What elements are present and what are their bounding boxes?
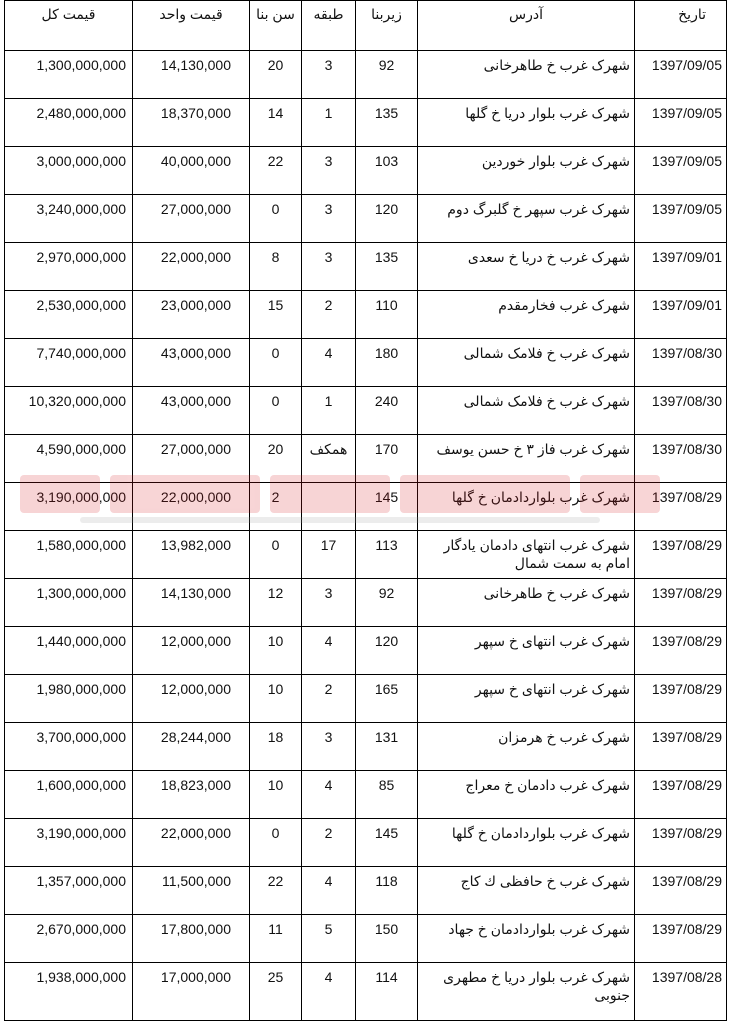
header-date: تاریخ bbox=[635, 1, 727, 51]
cell-area: 110 bbox=[356, 291, 418, 339]
cell-area: 85 bbox=[356, 771, 418, 819]
cell-unit: 17,800,000 bbox=[133, 915, 250, 963]
cell-floor: 2 bbox=[302, 819, 356, 867]
cell-address: شهرک غرب خ حافظی ك كاج bbox=[418, 867, 635, 915]
table-row bbox=[5, 147, 727, 195]
cell-area: 180 bbox=[356, 339, 418, 387]
cell-date: 1397/09/05 bbox=[635, 99, 727, 147]
cell-total: 3,240,000,000 bbox=[5, 195, 133, 243]
cell-unit: 40,000,000 bbox=[133, 147, 250, 195]
table-row bbox=[5, 291, 727, 339]
cell-area: 145 bbox=[356, 483, 418, 531]
table-row bbox=[5, 771, 727, 819]
cell-unit: 11,500,000 bbox=[133, 867, 250, 915]
cell-age: 0 bbox=[250, 387, 302, 435]
cell-floor: 3 bbox=[302, 195, 356, 243]
table-row bbox=[5, 387, 727, 435]
cell-area: 113 bbox=[356, 531, 418, 579]
header-unit: قیمت واحد bbox=[133, 1, 250, 51]
cell-total: 1,300,000,000 bbox=[5, 51, 133, 99]
cell-address: شهرک غرب انتهای خ سپهر bbox=[418, 627, 635, 675]
cell-address: شهرک غرب بلوار دریا خ گلها bbox=[418, 99, 635, 147]
cell-unit: 14,130,000 bbox=[133, 51, 250, 99]
cell-total: 10,320,000,000 bbox=[5, 387, 133, 435]
cell-total: 2,480,000,000 bbox=[5, 99, 133, 147]
cell-area: 92 bbox=[356, 51, 418, 99]
cell-unit: 23,000,000 bbox=[133, 291, 250, 339]
cell-total: 2,970,000,000 bbox=[5, 243, 133, 291]
cell-address: شهرک غرب خ طاهرخانی bbox=[418, 51, 635, 99]
cell-date: 1397/08/29 bbox=[635, 627, 727, 675]
cell-total: 1,980,000,000 bbox=[5, 675, 133, 723]
cell-date: 1397/08/29 bbox=[635, 915, 727, 963]
header-address: آدرس bbox=[418, 1, 635, 51]
cell-age: 0 bbox=[250, 531, 302, 579]
cell-total: 1,357,000,000 bbox=[5, 867, 133, 915]
table-row bbox=[5, 579, 727, 627]
cell-unit: 18,823,000 bbox=[133, 771, 250, 819]
cell-floor: 3 bbox=[302, 579, 356, 627]
table-row bbox=[5, 51, 727, 99]
cell-floor bbox=[302, 483, 356, 531]
table-row bbox=[5, 435, 727, 483]
cell-unit: 22,000,000 bbox=[133, 243, 250, 291]
cell-age: 18 bbox=[250, 723, 302, 771]
table-row bbox=[5, 531, 727, 579]
header-area: زیربنا bbox=[356, 1, 418, 51]
cell-address: شهرک غرب بلوار دریا خ مطهری جنوبی bbox=[418, 963, 635, 1021]
cell-total: 1,938,000,000 bbox=[5, 963, 133, 1021]
cell-address: شهرک غرب فاز ۳ خ حسن یوسف bbox=[418, 435, 635, 483]
cell-area: 150 bbox=[356, 915, 418, 963]
cell-address: شهرک غرب خ فلامک شمالی bbox=[418, 387, 635, 435]
cell-age: 12 bbox=[250, 579, 302, 627]
cell-age: 11 bbox=[250, 915, 302, 963]
cell-floor: 2 bbox=[302, 291, 356, 339]
cell-total: 7,740,000,000 bbox=[5, 339, 133, 387]
cell-floor: 4 bbox=[302, 771, 356, 819]
cell-area: 131 bbox=[356, 723, 418, 771]
cell-age: 0 bbox=[250, 339, 302, 387]
cell-floor: 2 bbox=[302, 675, 356, 723]
cell-date: 1397/08/29 bbox=[635, 483, 727, 531]
cell-total: 3,190,000,000 bbox=[5, 483, 133, 531]
cell-date: 1397/09/05 bbox=[635, 195, 727, 243]
cell-area: 118 bbox=[356, 867, 418, 915]
cell-floor: 4 bbox=[302, 867, 356, 915]
cell-address: شهرک غرب خ طاهرخانی bbox=[418, 579, 635, 627]
cell-date: 1397/09/05 bbox=[635, 147, 727, 195]
cell-total: 1,440,000,000 bbox=[5, 627, 133, 675]
header-floor: طبقه bbox=[302, 1, 356, 51]
cell-address: شهرک غرب بلواردادمان خ گلها bbox=[418, 483, 635, 531]
cell-date: 1397/08/29 bbox=[635, 723, 727, 771]
cell-address: شهرک غرب خ دریا خ سعدی bbox=[418, 243, 635, 291]
table-row bbox=[5, 915, 727, 963]
cell-total: 2,530,000,000 bbox=[5, 291, 133, 339]
table-row bbox=[5, 627, 727, 675]
header-age: سن بنا bbox=[250, 1, 302, 51]
cell-area: 135 bbox=[356, 243, 418, 291]
cell-unit: 12,000,000 bbox=[133, 627, 250, 675]
cell-total: 4,590,000,000 bbox=[5, 435, 133, 483]
table-row bbox=[5, 339, 727, 387]
cell-unit: 27,000,000 bbox=[133, 435, 250, 483]
cell-date: 1397/08/30 bbox=[635, 435, 727, 483]
cell-address: شهرک غرب دادمان خ معراج bbox=[418, 771, 635, 819]
cell-age: 15 bbox=[250, 291, 302, 339]
cell-area: 120 bbox=[356, 627, 418, 675]
cell-address: شهرک غرب خ هرمزان bbox=[418, 723, 635, 771]
cell-date: 1397/08/29 bbox=[635, 867, 727, 915]
header-row bbox=[5, 1, 727, 51]
table-row bbox=[5, 483, 727, 531]
cell-age: 10 bbox=[250, 627, 302, 675]
cell-floor: 3 bbox=[302, 147, 356, 195]
cell-age: 2 bbox=[250, 483, 302, 531]
cell-age: 0 bbox=[250, 195, 302, 243]
cell-area: 135 bbox=[356, 99, 418, 147]
cell-date: 1397/08/29 bbox=[635, 819, 727, 867]
cell-age: 22 bbox=[250, 867, 302, 915]
cell-date: 1397/08/30 bbox=[635, 387, 727, 435]
cell-unit: 12,000,000 bbox=[133, 675, 250, 723]
cell-area: 92 bbox=[356, 579, 418, 627]
cell-address: شهرک غرب انتهای خ سپهر bbox=[418, 675, 635, 723]
cell-date: 1397/08/30 bbox=[635, 339, 727, 387]
cell-area: 165 bbox=[356, 675, 418, 723]
cell-date: 1397/09/05 bbox=[635, 51, 727, 99]
cell-total: 2,670,000,000 bbox=[5, 915, 133, 963]
cell-address: شهرک غرب بلواردادمان خ جهاد bbox=[418, 915, 635, 963]
cell-floor: 3 bbox=[302, 723, 356, 771]
cell-age: 20 bbox=[250, 435, 302, 483]
cell-area: 145 bbox=[356, 819, 418, 867]
cell-total: 3,190,000,000 bbox=[5, 819, 133, 867]
cell-floor: 1 bbox=[302, 387, 356, 435]
cell-address: شهرک غرب خ فلامک شمالی bbox=[418, 339, 635, 387]
cell-date: 1397/08/29 bbox=[635, 675, 727, 723]
cell-area: 114 bbox=[356, 963, 418, 1021]
cell-total: 1,300,000,000 bbox=[5, 579, 133, 627]
cell-date: 1397/08/28 bbox=[635, 963, 727, 1021]
cell-unit: 22,000,000 bbox=[133, 483, 250, 531]
cell-area: 120 bbox=[356, 195, 418, 243]
cell-area: 170 bbox=[356, 435, 418, 483]
cell-unit: 22,000,000 bbox=[133, 819, 250, 867]
cell-address: شهرک غرب سپهر خ گلبرگ دوم bbox=[418, 195, 635, 243]
table-row bbox=[5, 819, 727, 867]
cell-floor: 17 bbox=[302, 531, 356, 579]
price-table bbox=[4, 0, 727, 1021]
cell-unit: 13,982,000 bbox=[133, 531, 250, 579]
table-row bbox=[5, 867, 727, 915]
cell-unit: 27,000,000 bbox=[133, 195, 250, 243]
cell-unit: 17,000,000 bbox=[133, 963, 250, 1021]
cell-unit: 28,244,000 bbox=[133, 723, 250, 771]
cell-age: 10 bbox=[250, 771, 302, 819]
cell-floor: 4 bbox=[302, 627, 356, 675]
table-row bbox=[5, 243, 727, 291]
header-total: قیمت کل bbox=[5, 1, 133, 51]
cell-age: 10 bbox=[250, 675, 302, 723]
cell-floor: 4 bbox=[302, 963, 356, 1021]
cell-floor: 5 bbox=[302, 915, 356, 963]
table-row bbox=[5, 723, 727, 771]
cell-date: 1397/08/29 bbox=[635, 771, 727, 819]
cell-address: شهرک غرب بلواردادمان خ گلها bbox=[418, 819, 635, 867]
cell-age: 22 bbox=[250, 147, 302, 195]
cell-date: 1397/09/01 bbox=[635, 243, 727, 291]
cell-floor: 4 bbox=[302, 339, 356, 387]
cell-date: 1397/08/29 bbox=[635, 579, 727, 627]
cell-age: 25 bbox=[250, 963, 302, 1021]
cell-unit: 14,130,000 bbox=[133, 579, 250, 627]
cell-date: 1397/09/01 bbox=[635, 291, 727, 339]
cell-age: 14 bbox=[250, 99, 302, 147]
cell-area: 103 bbox=[356, 147, 418, 195]
cell-floor: 3 bbox=[302, 243, 356, 291]
table-row bbox=[5, 675, 727, 723]
cell-area: 240 bbox=[356, 387, 418, 435]
cell-age: 0 bbox=[250, 819, 302, 867]
cell-age: 20 bbox=[250, 51, 302, 99]
cell-address: شهرک غرب انتهای دادمان یادگار امام به سمت شمال bbox=[418, 531, 635, 579]
cell-floor: همکف bbox=[302, 435, 356, 483]
cell-age: 8 bbox=[250, 243, 302, 291]
cell-unit: 18,370,000 bbox=[133, 99, 250, 147]
cell-total: 3,000,000,000 bbox=[5, 147, 133, 195]
cell-floor: 1 bbox=[302, 99, 356, 147]
table-row bbox=[5, 963, 727, 1021]
cell-address: شهرک غرب فخارمقدم bbox=[418, 291, 635, 339]
cell-unit: 43,000,000 bbox=[133, 339, 250, 387]
cell-total: 1,580,000,000 bbox=[5, 531, 133, 579]
table-row bbox=[5, 99, 727, 147]
cell-address: شهرک غرب بلوار خوردین bbox=[418, 147, 635, 195]
cell-floor: 3 bbox=[302, 51, 356, 99]
table-row bbox=[5, 195, 727, 243]
cell-unit: 43,000,000 bbox=[133, 387, 250, 435]
cell-total: 1,600,000,000 bbox=[5, 771, 133, 819]
cell-date: 1397/08/29 bbox=[635, 531, 727, 579]
cell-total: 3,700,000,000 bbox=[5, 723, 133, 771]
